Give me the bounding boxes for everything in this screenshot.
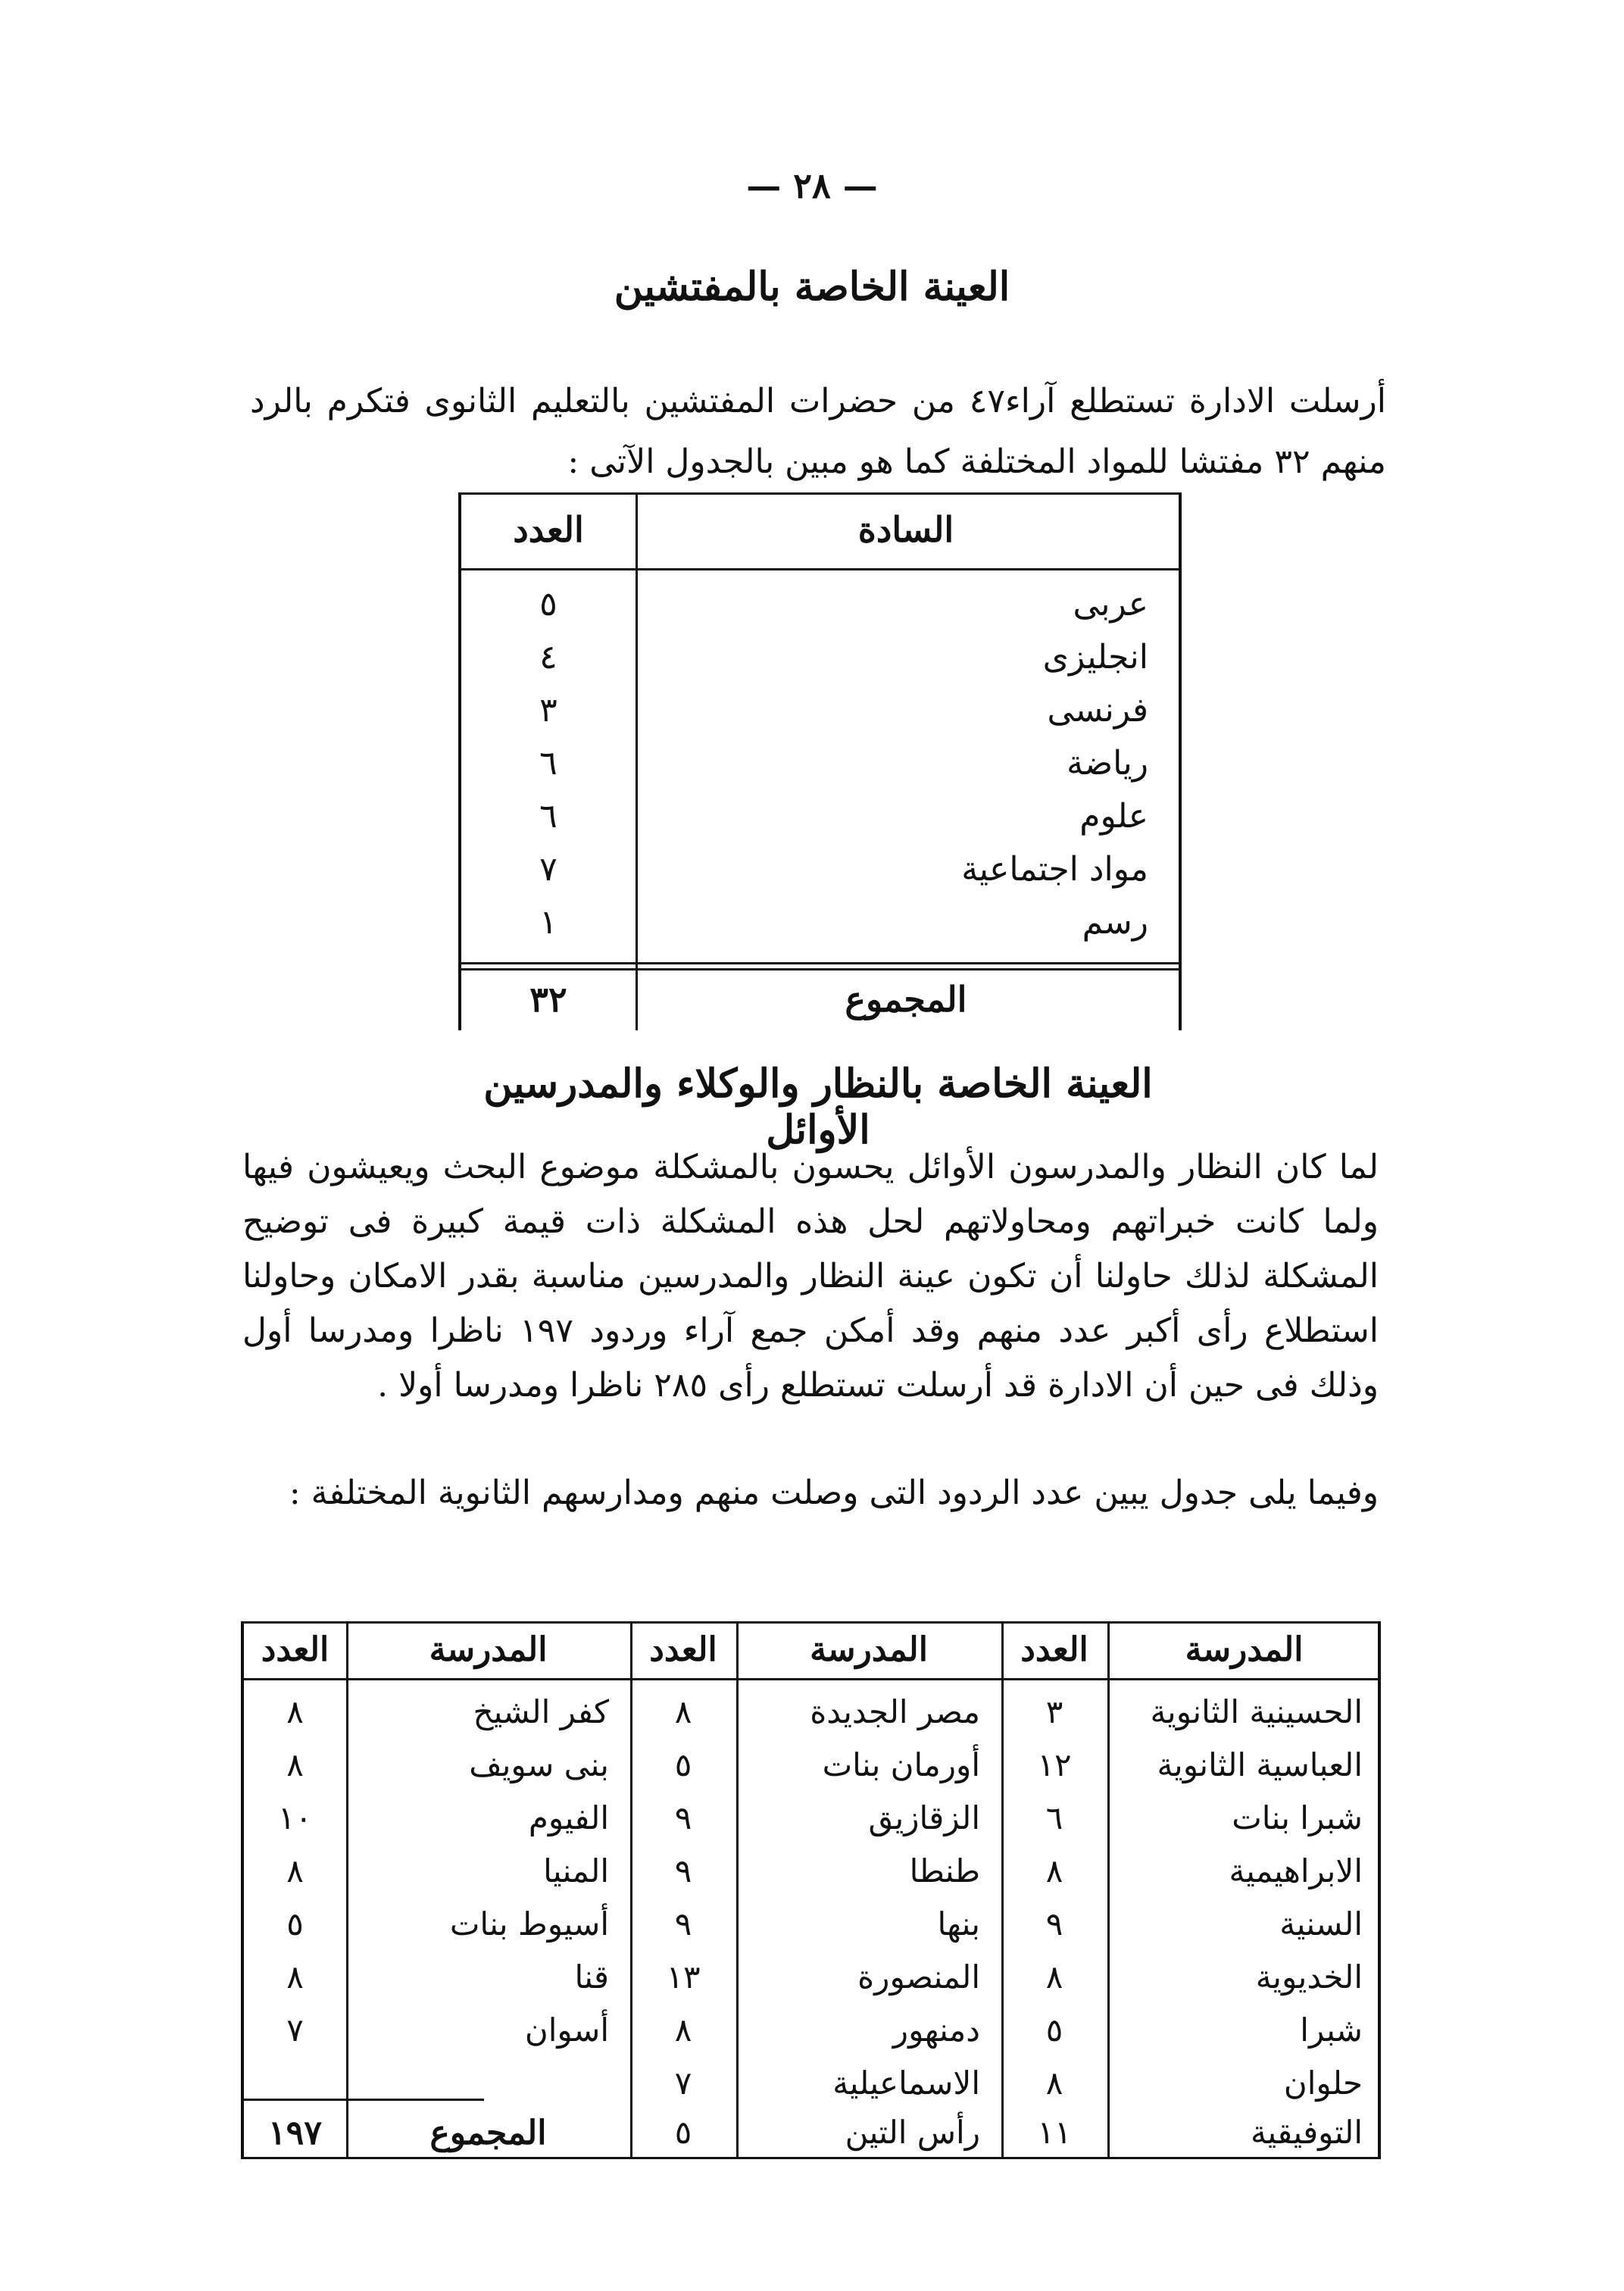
school-name: أسيوط بنات	[449, 1905, 609, 1943]
subject-count: ٦	[539, 744, 557, 783]
inspectors-paragraph: أرسلت الادارة تستطلع آراء٤٧ من حضرات المفتشين بالتعليم الثانوى فتكرم بالرد منهم ٣٢ مفتشا للمواد المختلفة كما هو مبين بالجدول الآتى :	[250, 382, 1387, 481]
school-name: كفر الشيخ	[473, 1693, 609, 1730]
subject-count: ٧	[539, 850, 557, 889]
table-column-divider	[636, 492, 638, 1030]
school-count: ١٢	[1037, 1746, 1072, 1783]
subject-name: انجليزى	[1042, 638, 1148, 677]
school-count: ٥	[674, 2114, 692, 2151]
table-column-divider	[1107, 1621, 1110, 2159]
school-count: ٥	[674, 1746, 692, 1783]
school-name: بنها	[937, 1905, 980, 1943]
school-count: ٩	[674, 1905, 692, 1943]
school-count: ٨	[286, 1852, 304, 1889]
schools-total-label: المجموع	[429, 2114, 547, 2152]
school-count: ٩	[1045, 1905, 1063, 1943]
subject-count: ١	[539, 903, 557, 942]
subject-name: مواد اجتماعية	[961, 850, 1148, 889]
table-rule	[244, 1621, 1378, 1624]
school-name: العباسية الثانوية	[1157, 1746, 1363, 1783]
table-rule	[461, 568, 1179, 570]
school-name: شبرا	[1300, 2011, 1363, 2049]
school-name: المنصورة	[857, 1958, 980, 1996]
table-column-divider	[736, 1621, 739, 2159]
subjects-table	[458, 492, 1182, 1030]
school-name: الفيوم	[528, 1799, 609, 1836]
school-count: ٦	[1045, 1799, 1063, 1836]
school-count: ٨	[1045, 1852, 1063, 1889]
school-count: ٧	[674, 2064, 692, 2102]
school-name: السنية	[1279, 1905, 1363, 1943]
subject-name: علوم	[1079, 797, 1148, 836]
school-count: ١٠	[277, 1799, 313, 1836]
school-count: ٩	[674, 1799, 692, 1836]
school-count: ٥	[286, 1905, 304, 1943]
school-name: طنطا	[909, 1852, 980, 1889]
subject-count: ٦	[539, 797, 557, 836]
subject-name: فرنسى	[1047, 691, 1148, 730]
subject-count: ٥	[539, 585, 557, 624]
school-name: رأس التين	[845, 2114, 980, 2151]
table-rule	[461, 962, 1179, 964]
school-count: ٨	[1045, 1958, 1063, 1996]
school-count: ٣	[1045, 1693, 1063, 1730]
schools-header-count: العدد	[649, 1630, 717, 1669]
subject-name: رسم	[1082, 903, 1148, 942]
school-name: الخديوية	[1255, 1958, 1363, 1996]
school-name: الابراهيمية	[1229, 1852, 1363, 1889]
school-count: ٩	[674, 1852, 692, 1889]
school-count: ٨	[674, 2011, 692, 2049]
school-name: التوفيقية	[1250, 2114, 1363, 2151]
subjects-header-count: العدد	[513, 509, 584, 550]
school-count: ٨	[286, 1958, 304, 1996]
school-name: الزقازيق	[868, 1799, 980, 1836]
subjects-total-label: المجموع	[845, 979, 967, 1020]
table-rule	[461, 968, 1179, 970]
subjects-header-subject: السادة	[857, 509, 954, 550]
school-name: قنا	[574, 1958, 609, 1996]
table-column-divider	[346, 1621, 348, 2159]
school-count: ٨	[674, 1693, 692, 1730]
section-title-inspectors: العينة الخاصة بالمفتشين	[614, 264, 1010, 310]
school-count: ٥	[1045, 2011, 1063, 2049]
school-count: ١٣	[666, 1958, 701, 1996]
school-name: الحسينية الثانوية	[1150, 1693, 1363, 1730]
subject-name: عربى	[1073, 585, 1148, 624]
table-rule	[244, 1678, 1378, 1680]
table-rule	[244, 2157, 1378, 2159]
school-name: الاسماعيلية	[832, 2064, 980, 2102]
school-name: شبرا بنات	[1232, 1799, 1363, 1836]
schools-header-count: العدد	[261, 1630, 329, 1669]
subjects-total-count: ٣٢	[529, 979, 567, 1020]
school-name: بنى سويف	[469, 1746, 609, 1783]
schools-total-count: ١٩٧	[268, 2114, 322, 2152]
school-count: ٨	[286, 1746, 304, 1783]
schools-header-school: المدرسة	[1185, 1630, 1304, 1669]
school-name: المنيا	[543, 1852, 609, 1889]
subject-name: رياضة	[1067, 744, 1148, 783]
subject-count: ٤	[539, 638, 557, 677]
schools-header-school: المدرسة	[429, 1630, 548, 1669]
table-rule	[461, 492, 1179, 495]
school-name: أورمان بنات	[822, 1746, 980, 1783]
schools-header-school: المدرسة	[810, 1630, 928, 1669]
page-number: — ٢٨ —	[746, 165, 878, 206]
school-name: أسوان	[524, 2011, 609, 2049]
principals-paragraph: لما كان النظار والمدرسون الأوائل يحسون بالمشكلة موضوع البحث ويعيشون فيها ولما كانت خبراتهم ومحاولاتهم لحل هذه المشكلة ذات قيمة كبيرة فى توضيح المشكلة لذلك حاولنا أن تكون عينة النظار والمدرسين مناسبة بقدر الامكان وحاولنا استطلاع رأى أكبر عدد منهم وقد أمكن جمع آراء وردود ١٩٧ ناظرا ومدرسا أول وذلك فى حين أن الادارة قد أرسلت تستطلع رأى ٢٨٥ ناظرا ومدرسا أولا .	[242, 1148, 1379, 1405]
schools-intro-paragraph: وفيما يلى جدول يبين عدد الردود التى وصلت منهم ومدارسهم الثانوية المختلفة :	[289, 1474, 1379, 1512]
school-name: حلوان	[1283, 2064, 1363, 2102]
school-count: ١١	[1037, 2114, 1072, 2151]
school-count: ٧	[286, 2011, 304, 2049]
school-name: دمنهور	[892, 2011, 980, 2049]
section-title-principals: العينة الخاصة بالنظار والوكلاء والمدرسين الأوائل	[483, 1061, 1153, 1153]
subject-count: ٣	[539, 691, 557, 730]
schools-header-count: العدد	[1020, 1630, 1088, 1669]
schools-table	[241, 1621, 1381, 2159]
table-rule	[244, 2099, 484, 2101]
school-count: ٨	[1045, 2064, 1063, 2102]
school-count: ٨	[286, 1693, 304, 1730]
school-name: مصر الجديدة	[810, 1693, 980, 1730]
